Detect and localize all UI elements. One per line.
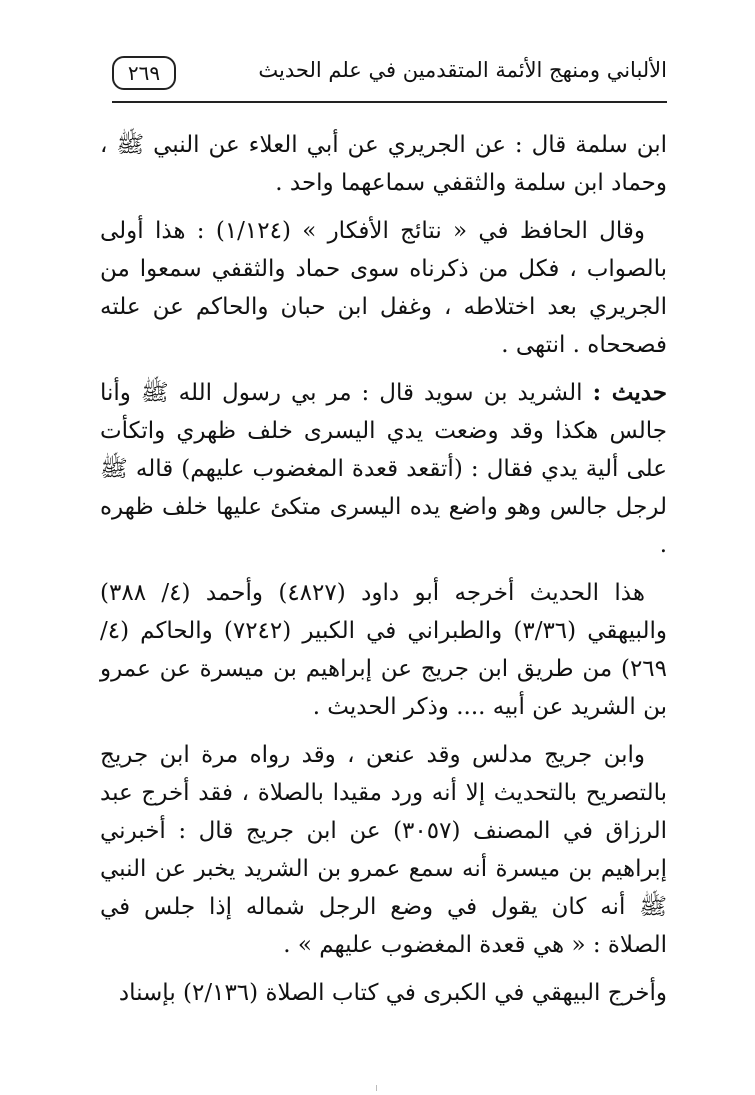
paragraph-text: هذا الحديث أخرجه أبو داود (٤٨٢٧) وأحمد (٤/ ٣٨٨) والبيهقي (٣/٣٦) والطبراني في الكبير (٧٢٤٢) والحاكم (٤/ ٢٦٩) من طريق ابن جريج عن إبراهيم بن ميسرة عن عمرو بن الشريد عن أبيه .... وذكر الحديث . <box>100 580 668 720</box>
paragraph-hadith <box>100 374 667 564</box>
paragraph-6 <box>100 974 667 1012</box>
paragraph-text: الشريد بن سويد قال : مر بي رسول الله ﷺ وأنا جالس هكذا وقد وضعت يدي اليسرى خلف ظهري واتكأت على ألية يدي فقال : (أتقعد قعدة المغضوب عليهم) قاله ﷺ لرجل جالس وهو واضع يده اليسرى متكئ عليها خلف ظهره . <box>100 380 667 558</box>
paragraph-1 <box>100 126 667 202</box>
paragraph-text: وقال الحافظ في « نتائج الأفكار » (١/١٢٤) : هذا أولى بالصواب ، فكل من ذكرناه سوى حماد والثقفي سمعوا من الجريري بعد اختلاطه ، وغفل ابن حبان والحاكم عن علته فصححاه . انتهى . <box>100 218 667 358</box>
bottom-mark <box>376 1085 377 1091</box>
body-text <box>100 126 667 1022</box>
running-title: الألباني ومنهج الأئمة المتقدمين في علم الحديث <box>258 58 667 82</box>
hadith-label: حديث : <box>592 379 668 406</box>
paragraph-2 <box>100 212 667 364</box>
paragraph-5 <box>100 736 667 964</box>
paragraph-text: وأخرج البيهقي في الكبرى في كتاب الصلاة (٢/١٣٦) بإسناد <box>118 980 667 1006</box>
header-rule <box>112 101 667 103</box>
paragraph-text: وابن جريج مدلس وقد عنعن ، وقد رواه مرة ابن جريج بالتصريح بالتحديث إلا أنه ورد مقيدا بالصلاة ، فقد أخرج عبد الرزاق في المصنف (٣٠٥٧) عن ابن جريج قال : أخبرني إبراهيم بن ميسرة أنه سمع عمرو بن الشريد يخبر عن النبي ﷺ أنه كان يقول في وضع الرجل شماله إذا جلس في الصلاة : « هي قعدة المغضوب عليهم » . <box>100 742 667 958</box>
paragraph-text: ابن سلمة قال : عن الجريري عن أبي العلاء عن النبي ﷺ ، وحماد ابن سلمة والثقفي سماعهما واحد . <box>100 132 667 196</box>
paragraph-4 <box>100 574 667 726</box>
page-header <box>112 48 667 108</box>
page-number: ٢٦٩ <box>112 56 176 90</box>
